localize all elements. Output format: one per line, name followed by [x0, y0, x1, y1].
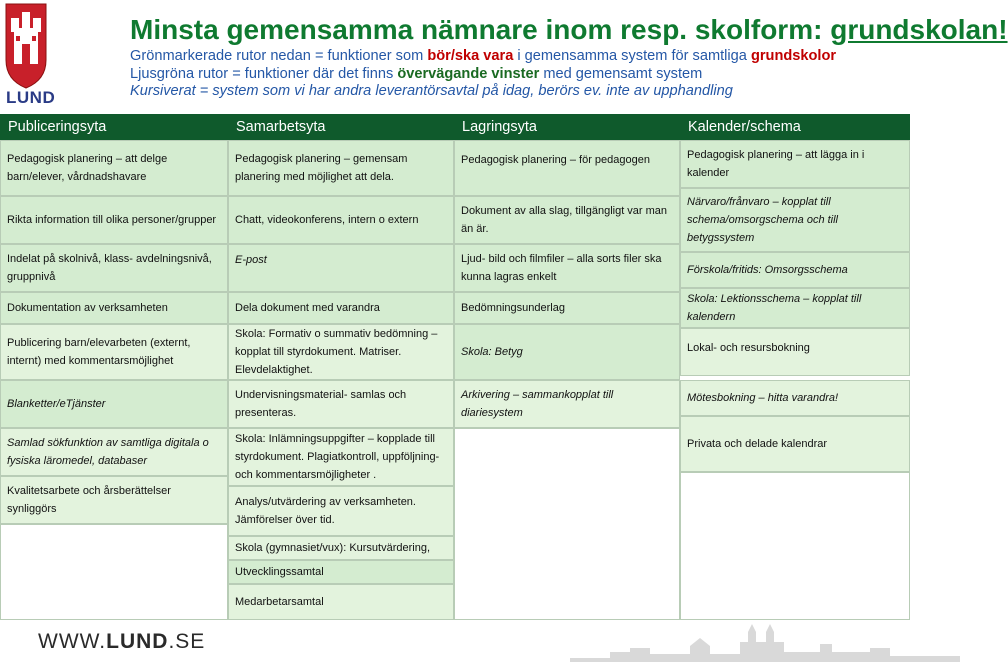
grid-cell: Medarbetarsamtal	[228, 584, 454, 620]
legend-line-3: Kursiverat = system som vi har andra leverantörsavtal på idag, berörs ev. inte av upphandling	[130, 83, 733, 99]
column-header-publiceringsyta: Publiceringsyta	[8, 119, 107, 135]
grid-cell: Skola: Formativ o summativ bedömning – kopplat till styrdokument. Matriser. Elevdelaktighet.	[228, 324, 454, 380]
legend-line-2: Ljusgröna rutor = funktioner där det finns övervägande vinster med gemensamt system	[130, 66, 703, 82]
grid-cell: Analys/utvärdering av verksamheten. Jämförelser över tid.	[228, 486, 454, 536]
grid-cell: Arkivering – sammankopplat till diariesystem	[454, 380, 680, 428]
grid-cell: Undervisningsmaterial- samlas och presenteras.	[228, 380, 454, 428]
grid-cell: Rikta information till olika personer/grupper	[0, 196, 228, 244]
grid-cell: Chatt, videokonferens, intern o extern	[228, 196, 454, 244]
column-header-bar	[0, 114, 910, 140]
grid-cell: Dokumentation av verksamheten	[0, 292, 228, 324]
footer-url[interactable]: WWW.LUND.SE	[38, 630, 206, 653]
grid-cell: Dokument av alla slag, tillgängligt var man än är.	[454, 196, 680, 244]
grid-cell: Pedagogisk planering – gemensam planering med möjlighet att dela.	[228, 140, 454, 196]
grid-cell: Skola (gymnasiet/vux): Kursutvärdering,	[228, 536, 454, 560]
grid-cell: Indelat på skolnivå, klass- avdelningsnivå, gruppnivå	[0, 244, 228, 292]
grid-cell: Kvalitetsarbete och årsberättelser synliggörs	[0, 476, 228, 524]
grid-cell: Pedagogisk planering – att delge barn/elever, vårdnadshavare	[0, 140, 228, 196]
grid-cell: Skola: Betyg	[454, 324, 680, 380]
function-grid	[0, 140, 910, 620]
grid-cell: Ljud- bild och filmfiler – alla sorts filer ska kunna lagras enkelt	[454, 244, 680, 292]
grid-cell: Dela dokument med varandra	[228, 292, 454, 324]
grid-cell: Privata och delade kalendrar	[680, 416, 910, 472]
grid-cell: E-post	[228, 244, 454, 292]
grid-cell: Blanketter/eTjänster	[0, 380, 228, 428]
grid-cell: Skola: Lektionsschema – kopplat till kalendern	[680, 288, 910, 328]
grid-cell: Lokal- och resursbokning	[680, 328, 910, 376]
grid-cell-empty	[0, 524, 228, 620]
grid-cell: Pedagogisk planering – för pedagogen	[454, 140, 680, 196]
grid-cell: Pedagogisk planering – att lägga in i kalender	[680, 140, 910, 188]
city-skyline-icon	[570, 618, 960, 662]
grid-cell: Utvecklingssamtal	[228, 560, 454, 584]
grid-cell: Närvaro/frånvaro – kopplat till schema/omsorgschema och till betygssystem	[680, 188, 910, 252]
grid-cell: Förskola/fritids: Omsorgsschema	[680, 252, 910, 288]
legend-line-1: Grönmarkerade rutor nedan = funktioner som bör/ska vara i gemensamma system för samtliga grundskolor	[130, 48, 837, 64]
column-header-lagringsyta: Lagringsyta	[462, 119, 537, 135]
grid-cell: Publicering barn/elevarbeten (externt, internt) med kommentarsmöjlighet	[0, 324, 228, 380]
column-header-samarbetsyta: Samarbetsyta	[236, 119, 326, 135]
title-link[interactable]: grundskolan!	[830, 14, 1008, 45]
grid-cell: Samlad sökfunktion av samtliga digitala o fysiska läromedel, databaser	[0, 428, 228, 476]
column-header-kalender: Kalender/schema	[688, 119, 801, 135]
grid-cell-empty	[680, 472, 910, 620]
grid-cell: Bedömningsunderlag	[454, 292, 680, 324]
page-title: Minsta gemensamma nämnare inom resp. skolform: grundskolan!	[130, 14, 1008, 45]
grid-cell: Skola: Inlämningsuppgifter – kopplade till styrdokument. Plagiatkontroll, uppföljning- och kommentarsmöjligheter .	[228, 428, 454, 486]
grid-cell-empty	[454, 428, 680, 620]
grid-cell: Mötesbokning – hitta varandra!	[680, 380, 910, 416]
logo-text: LUND	[6, 88, 56, 107]
